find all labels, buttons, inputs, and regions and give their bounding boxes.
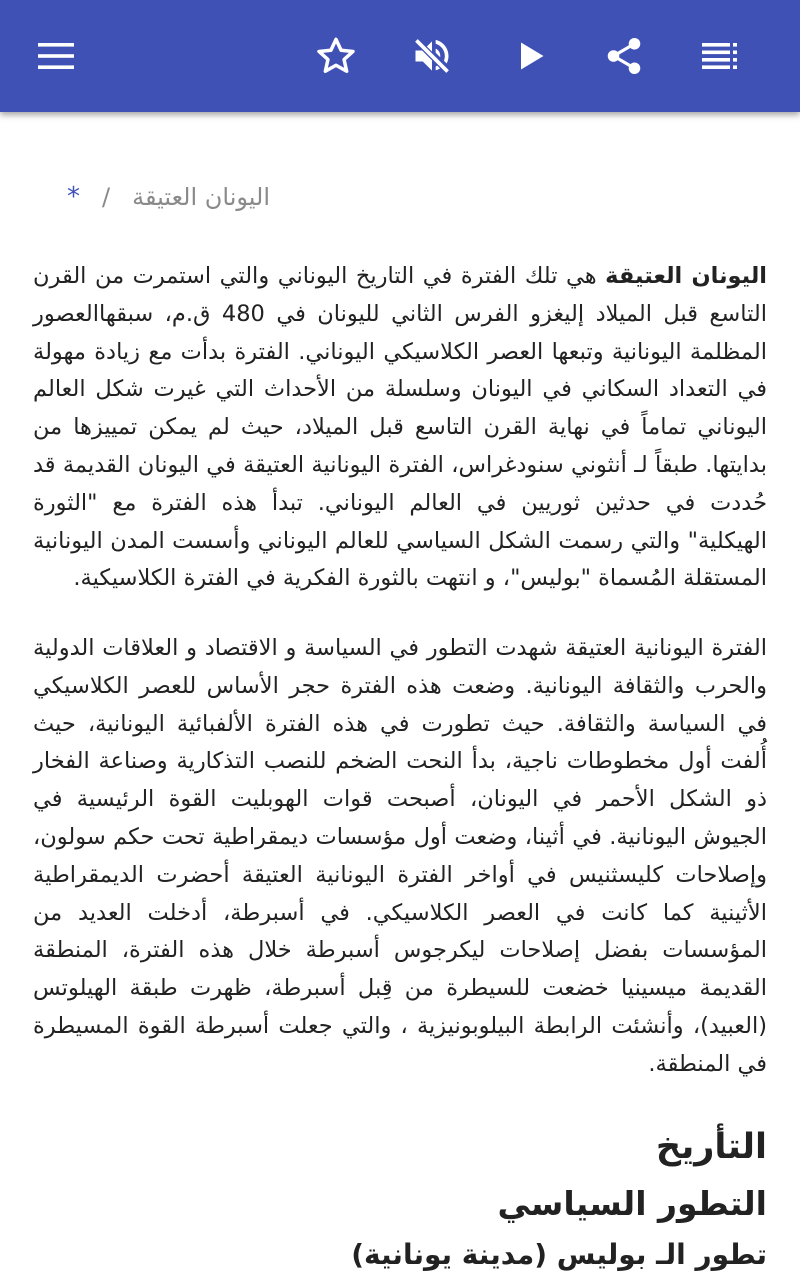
section-heading-polis: تطور الـ بوليس (مدينة يونانية) — [351, 1238, 767, 1271]
article-paragraph — [33, 630, 767, 1084]
breadcrumb — [67, 182, 270, 212]
mute-icon[interactable] — [404, 28, 460, 84]
menu-icon[interactable] — [28, 28, 84, 84]
section-heading-history: التأريخ — [655, 1127, 767, 1167]
table-of-contents-icon[interactable] — [692, 28, 748, 84]
star-icon[interactable] — [308, 28, 364, 84]
article-paragraph — [33, 258, 767, 598]
breadcrumb-current[interactable]: اليونان العتيقة — [132, 183, 270, 211]
paragraph-text: الفترة اليونانية العتيقة شهدت التطور في السياسة و الاقتصاد و العلاقات الدولية والحرب والثقافة اليونانية. وضعت هذه الفترة حجر الأساس للعصر الكلاسيكي في السياسة والثقافة. حيث تطورت في هذه الفترة الألفبائية اليونانية، حيث أُلفت أول مخطوطات ناجية، بدأ النحت الضخم للنصب التذكارية وصناعة الفخار ذو الشكل الأحمر في اليونان، أصبحت قوات الهوبليت القوة الرئيسية في الجيوش اليونانية. في أثينا، وضعت أول مؤسسات ديمقراطية تحت حكم سولون، وإصلاحات كليسثنيس في أواخر الفترة اليونانية العتيقة أحضرت الديمقراطية الأثينية كما كانت في العصر الكلاسيكي. في أسبرطة، أدخلت العديد من المؤسسات بفضل إصلاحات ليكرجوس أسبرطة خلال هذه الفترة، المنطقة القديمة ميسينيا خضعت للسيطرة من قِبل أسبرطة، ظهرت طبقة الهيلوتس (العبيد)، وأنشئت الرابطة البيلوبونيزية ، والتي جعلت أسبرطة القوة المسيطرة في المنطقة. — [33, 635, 767, 1077]
article-subject-bold: اليونان العتيقة — [605, 263, 767, 289]
share-icon[interactable] — [596, 28, 652, 84]
section-heading-political: التطور السياسي — [497, 1184, 767, 1223]
paragraph-text: هي تلك الفترة في التاريخ اليوناني والتي استمرت من القرن التاسع قبل الميلاد إليغزو الفرس الثاني لليونان في 480 ق.م، سبقهاالعصور المظلمة اليونانية وتبعها العصر الكلاسيكي اليوناني. الفترة بدأت مع زيادة مهولة في التعداد السكاني في اليونان وسلسلة من الأحداث التي غيرت شكل العالم اليوناني تماماً في نهاية القرن التاسع قبل الميلاد، حيث لم يمكن تمييزها من بدايتها. طبقاً لـ أنثوني سنودغراس، الفترة اليونانية العتيقة في اليونان القديمة قد حُددت في حدثين ثوريين في العالم اليوناني. تبدأ هذه الفترة مع "الثورة الهيكلية" والتي رسمت الشكل السياسي للعالم اليوناني وأسست المدن اليونانية المستقلة المُسماة "بوليس"، و انتهت بالثورة الفكرية في الفترة الكلاسيكية. — [33, 263, 768, 592]
app-toolbar — [0, 0, 800, 112]
article-content — [0, 112, 800, 1280]
breadcrumb-separator: / — [101, 183, 111, 211]
breadcrumb-home[interactable]: * — [66, 182, 80, 212]
play-icon[interactable] — [502, 28, 558, 84]
